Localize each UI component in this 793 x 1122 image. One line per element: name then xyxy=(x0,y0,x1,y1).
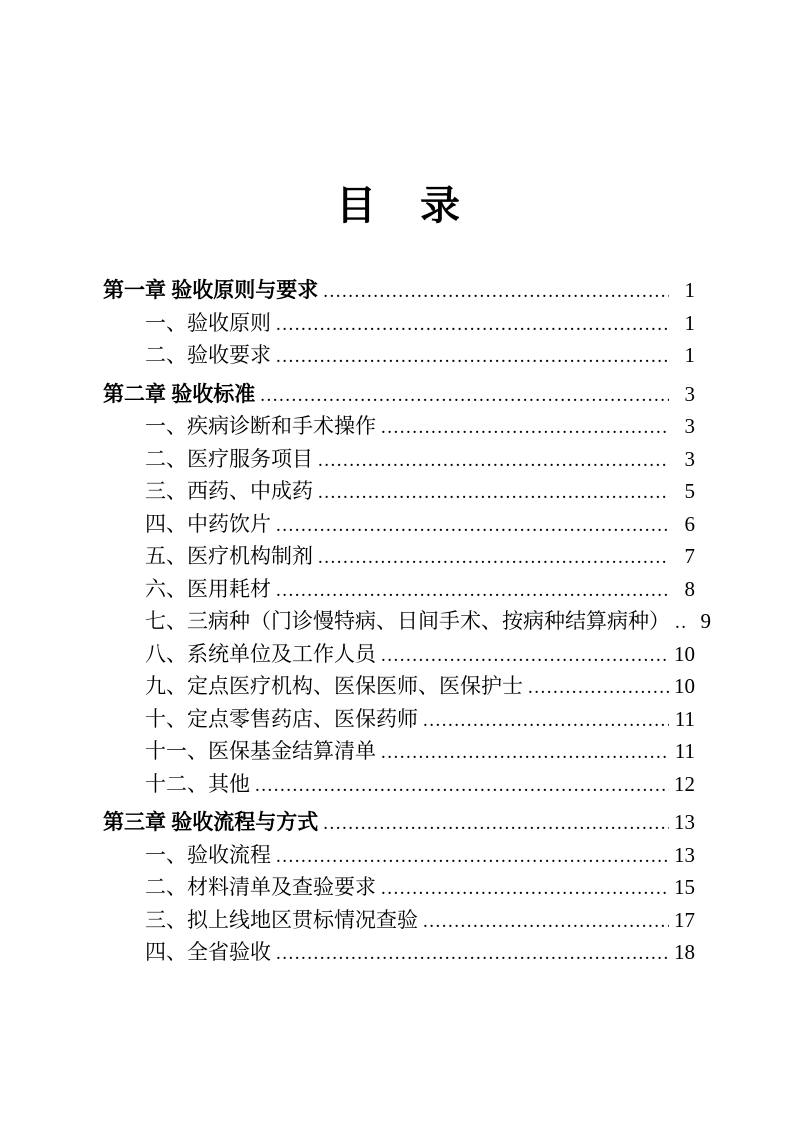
toc-entry-label: 四、全省验收 xyxy=(145,940,271,964)
toc-entry-row xyxy=(103,540,695,573)
toc-chapter-row xyxy=(103,274,695,307)
toc-leader-dots xyxy=(381,735,669,770)
toc-entry-row xyxy=(103,839,695,872)
toc-entry-label: 一、验收流程 xyxy=(145,842,271,867)
toc-entry-row xyxy=(103,307,695,340)
toc-page-number: 6 xyxy=(684,511,695,536)
toc-entry-label: 八、系统单位及工作人员 xyxy=(145,641,376,666)
toc-leader-dots xyxy=(276,339,669,374)
toc-leader-dots xyxy=(423,904,669,939)
toc-leader-dots xyxy=(276,508,669,543)
toc-entry-label: 第二章 验收标准 xyxy=(103,381,256,406)
toc-entry-label: 十一、医保基金结算清单 xyxy=(145,739,376,763)
toc-entry-label: 四、中药饮片 xyxy=(145,511,271,536)
toc-page-number: 10 xyxy=(674,674,695,698)
toc-page-number: 11 xyxy=(674,706,695,731)
toc-leader-dots xyxy=(675,605,685,640)
toc-leader-dots xyxy=(423,703,669,738)
toc-leader-dots xyxy=(276,307,669,342)
toc-entry-label: 六、医用耗材 xyxy=(145,576,271,601)
toc-page-number: 1 xyxy=(684,310,695,335)
toc-entry-label: 二、医疗服务项目 xyxy=(145,446,313,471)
toc-leader-dots xyxy=(381,871,669,906)
toc-entry-label: 十二、其他 xyxy=(145,771,250,796)
toc-entry-row xyxy=(103,638,695,671)
page-title: 目 录 xyxy=(336,183,462,228)
toc-leader-dots xyxy=(255,768,669,803)
toc-page-number: 15 xyxy=(674,875,695,899)
toc-page-number: 3 xyxy=(684,414,695,438)
toc-entry-label: 二、验收要求 xyxy=(145,343,271,367)
toc-page-number: 1 xyxy=(684,278,695,302)
toc-page-number: 1 xyxy=(684,343,695,367)
toc-page-number: 13 xyxy=(674,842,695,867)
toc-page-number: 3 xyxy=(684,446,695,471)
toc-entry-label: 二、材料清单及查验要求 xyxy=(145,875,376,899)
toc-leader-dots xyxy=(276,839,669,874)
toc-leader-dots xyxy=(323,274,669,309)
toc-leader-dots xyxy=(318,475,669,510)
toc-page-number: 7 xyxy=(684,544,695,568)
toc-page-number: 9 xyxy=(700,609,711,633)
toc-entry-label: 三、拟上线地区贯标情况查验 xyxy=(145,907,418,932)
toc-entry-row xyxy=(103,703,695,736)
toc-page-number: 17 xyxy=(674,907,695,932)
toc-entry-label: 十、定点零售药店、医保药师 xyxy=(145,706,418,731)
toc-entry-row xyxy=(103,573,695,606)
toc-entry-row xyxy=(103,768,695,801)
toc-leader-dots xyxy=(528,670,669,705)
toc-page-number: 3 xyxy=(684,381,695,406)
toc-entry-row xyxy=(103,410,695,443)
toc-entry-label: 五、医疗机构制剂 xyxy=(145,544,313,568)
toc-page-number: 5 xyxy=(684,479,695,503)
toc-chapter-row xyxy=(103,806,695,839)
toc-page-number: 12 xyxy=(674,771,695,796)
toc-leader-dots xyxy=(381,638,669,673)
toc-entry-row xyxy=(103,443,695,476)
toc-leader-dots xyxy=(276,573,669,608)
toc-list xyxy=(103,274,711,969)
toc-page-number: 8 xyxy=(684,576,695,601)
toc-entry-row xyxy=(103,605,711,638)
toc-entry-label: 一、疾病诊断和手术操作 xyxy=(145,414,376,438)
toc-leader-dots xyxy=(381,410,669,445)
toc-entry-row xyxy=(103,936,695,969)
toc-entry-row xyxy=(103,735,695,768)
toc-page-number: 13 xyxy=(674,810,695,834)
toc-leader-dots xyxy=(276,936,669,971)
toc-leader-dots xyxy=(260,378,669,413)
toc-entry-label: 第三章 验收流程与方式 xyxy=(103,810,319,834)
toc-entry-label: 一、验收原则 xyxy=(145,310,271,335)
toc-leader-dots xyxy=(318,540,669,575)
toc-entry-label: 七、三病种（门诊慢特病、日间手术、按病种结算病种） xyxy=(145,609,670,633)
toc-leader-dots xyxy=(318,443,669,478)
toc-entry-row xyxy=(103,871,695,904)
toc-page-number: 10 xyxy=(674,641,695,666)
toc-entry-label: 九、定点医疗机构、医保医师、医保护士 xyxy=(145,674,523,698)
toc-entry-row xyxy=(103,670,695,703)
toc-page-number: 11 xyxy=(674,739,695,763)
toc-entry-label: 三、西药、中成药 xyxy=(145,479,313,503)
toc-entry-row xyxy=(103,339,695,372)
toc-entry-row xyxy=(103,508,695,541)
toc-entry-row xyxy=(103,904,695,937)
toc-leader-dots xyxy=(323,806,669,841)
toc-page-number: 18 xyxy=(674,940,695,964)
toc-entry-row xyxy=(103,475,695,508)
toc-chapter-row xyxy=(103,378,695,411)
toc-entry-label: 第一章 验收原则与要求 xyxy=(103,278,319,302)
